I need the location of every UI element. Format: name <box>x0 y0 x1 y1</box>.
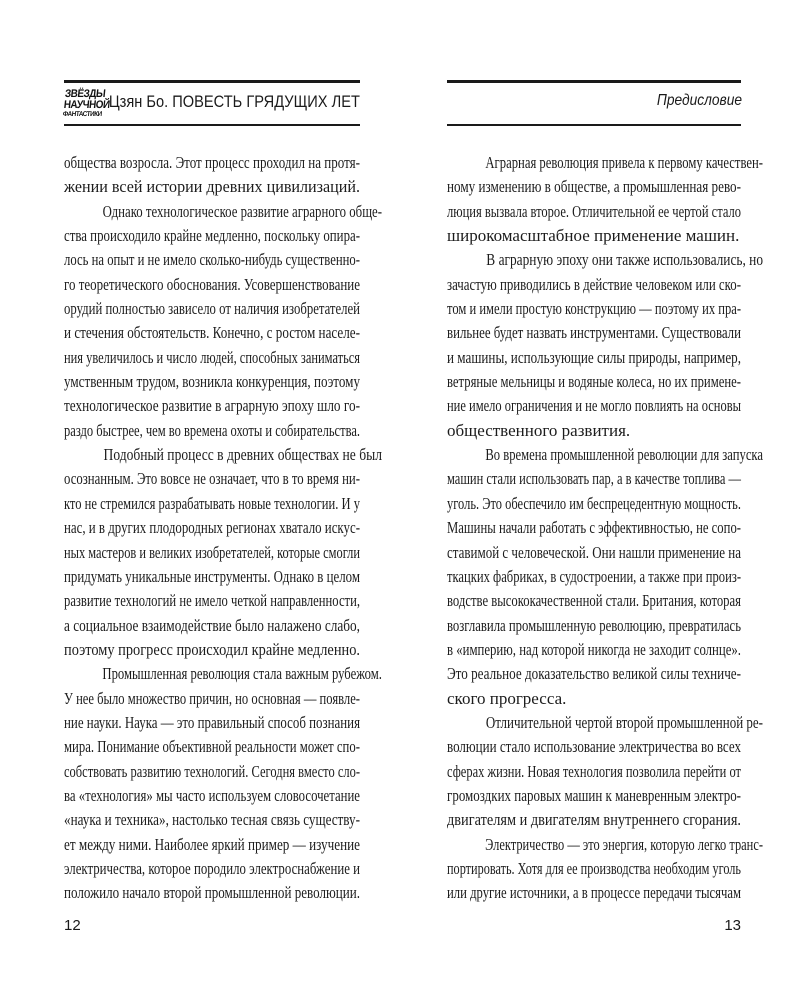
text-line: ткацких фабриках, в судостроении, а также при произ- <box>447 566 742 586</box>
text-line: или другие источники, а в процессе передачи тысячам <box>447 883 742 903</box>
text-line: Отличительной чертой второй промышленной ре- <box>485 712 764 732</box>
text-line: уголь. Это обеспечило им беспрецедентную мощность. <box>447 493 741 513</box>
text-line: зачастую приводились в действие человеком или ско- <box>447 274 741 294</box>
text-line: ние имело ограничения и не могло повлиять на основы <box>447 396 742 416</box>
logo-line-2: НАУЧНОЙ <box>63 98 111 111</box>
text-line: вильнее будет назвать инструментами. Существовали <box>447 323 741 343</box>
header-bottom-rule <box>447 124 741 126</box>
text-line: портировать. Хотя для ее производства необходим уголь <box>447 858 742 878</box>
text-line: кто не стремился разрабатывать новые технологии. И у <box>64 493 360 513</box>
text-line: раздо быстрее, чем во времена охоты и собирательства. <box>64 420 361 440</box>
text-line: ет между ними. Наиболее яркий пример — изучение <box>64 834 360 854</box>
logo-line-3: ФАНТАСТИКИ <box>62 110 103 118</box>
running-head-section: Предисловие <box>656 92 742 109</box>
text-line: общества возросла. Этот процесс проходил на протя- <box>64 153 360 172</box>
header-top-rule <box>447 80 741 83</box>
text-line: Промышленная революция стала важным рубежом. <box>102 664 382 684</box>
text-line: сферах жизни. Новая технология позволила перейти от <box>447 761 741 781</box>
text-line: ных мастеров и великих изобретателей, которые смогли <box>64 542 361 562</box>
text-line: волюции стало использование электричества во всех <box>447 737 742 757</box>
text-line: В аграрную эпоху они также использовались, но <box>486 250 764 270</box>
text-line: ставимой с человеческой. Они нашли применение на <box>447 542 742 562</box>
text-line: Это реальное доказательство великой силы техниче- <box>447 664 741 684</box>
text-line: мира. Понимание объективной реальности может спо- <box>64 737 360 757</box>
text-line: «наука и техника», настолько тесная связь существу- <box>64 810 361 830</box>
text-line: машин стали использовать пар, а в качестве топлива — <box>447 469 741 489</box>
text-line: широкомасштабное применение машин. <box>447 226 740 246</box>
text-line: ному изменению в обществе, а промышленная рево- <box>447 177 742 197</box>
text-line: Подобный процесс в древних обществах не был <box>103 445 382 465</box>
logo-line-1: ЗВЁЗДЫ <box>64 87 106 100</box>
text-line: общественного развития. <box>447 420 631 440</box>
text-line: двигателям и двигателям внутреннего сгорания. <box>447 810 741 830</box>
text-line: придумать уникальные инструменты. Однако в целом <box>64 566 361 586</box>
header-bottom-rule <box>64 124 360 126</box>
text-line: ния увеличилось и число людей, способных заниматься <box>64 347 361 367</box>
text-line: люция вызвала второе. Отличительной ее чертой стало <box>447 201 742 221</box>
text-line: жении всей истории древних цивилизаций. <box>64 177 360 197</box>
header-top-rule <box>64 80 360 83</box>
text-line: поэтому прогресс происходил крайне медленно. <box>64 639 361 659</box>
running-head-book-title: Цзян Бо. ПОВЕСТЬ ГРЯДУЩИХ ЛЕТ <box>108 92 360 111</box>
page-number-right: 13 <box>724 917 741 934</box>
text-line: осознанным. Это вовсе не означает, что в то время ни- <box>64 469 360 489</box>
page-number-left: 12 <box>64 917 81 934</box>
text-line: ветряные мельницы и водяные колеса, но их примене- <box>447 372 741 392</box>
text-line: Во времена промышленной революции для запуска <box>485 445 764 465</box>
text-line: орудий полностью зависело от наличия изобретателей <box>64 299 361 319</box>
text-line: технологическое развитие в аграрную эпоху шло го- <box>64 396 361 416</box>
text-line: ства происходило крайне медленно, поскольку опира- <box>64 226 361 246</box>
text-line: развитие технологий не имело четкой направленности, <box>64 591 360 611</box>
text-line: го теоретического обоснования. Усовершенствование <box>64 274 361 294</box>
text-line: Электричество — это энергия, которую легко транс- <box>485 834 764 854</box>
text-line: том и имели простую конструкцию — поэтому их пра- <box>447 299 742 319</box>
text-line: возглавила промышленную революцию, превратилась <box>447 615 741 635</box>
text-line: ние науки. Наука — это правильный способ познания <box>64 712 361 732</box>
text-line: Однако технологическое развитие аграрного обще- <box>102 201 383 221</box>
right-page <box>400 0 800 1000</box>
text-line: и стечения обстоятельств. Конечно, с ростом населе- <box>64 323 360 343</box>
text-line: в «империю, над которой никогда не заходит солнце». <box>447 639 741 659</box>
text-line: У нее было множество причин, но основная — появле- <box>64 688 361 708</box>
text-line: Аграрная революция привела к первому качествен- <box>485 153 764 172</box>
right-body-text <box>447 151 764 906</box>
text-line: собствовать развитию технологий. Сегодня вместо сло- <box>64 761 361 781</box>
text-line: и машины, использующие силы природы, например, <box>447 347 742 367</box>
text-line: ского прогресса. <box>447 688 567 708</box>
text-line: нас, и в других плодородных регионах хватало искус- <box>64 518 361 538</box>
text-line: электричества, которое породило электроснабжение и <box>64 858 360 878</box>
text-line: умственным трудом, возникла конкуренция, поэтому <box>64 372 360 392</box>
left-body-text <box>64 151 383 906</box>
text-line: громоздких паровых машин к маневренным электро- <box>447 785 742 805</box>
text-line: ва «технология» мы часто используем словосочетание <box>64 785 360 805</box>
text-line: лось на опыт и не имело сколько-нибудь существенно- <box>64 250 360 270</box>
text-line: положило начало второй промышленной революции. <box>64 883 361 903</box>
text-line: а социальное взаимодействие было налажено слабо, <box>64 615 360 635</box>
text-line: водстве высококачественной стали. Британия, которая <box>447 591 742 611</box>
text-line: Машины начали работать с эффективностью, не сопо- <box>447 518 742 538</box>
